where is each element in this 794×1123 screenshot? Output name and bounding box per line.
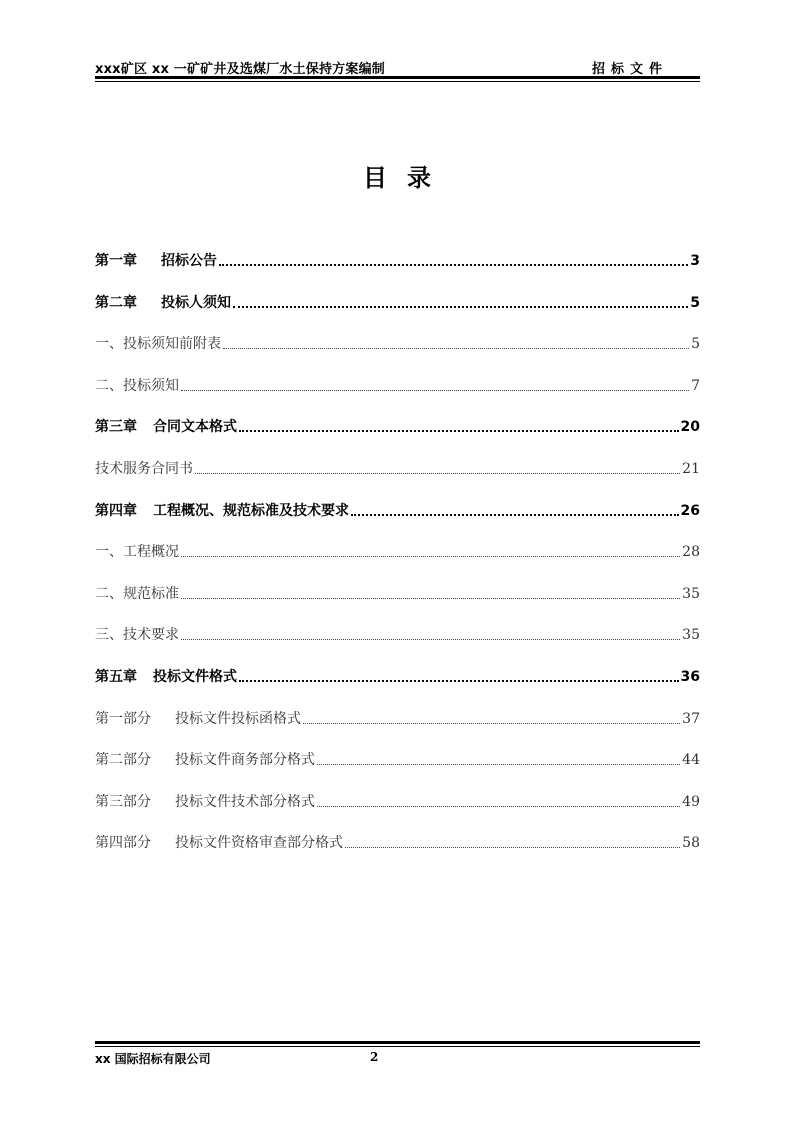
toc-entry-label xyxy=(95,543,179,561)
toc-entry-page: 28 xyxy=(682,544,700,560)
toc-entry-text: 一、投标须知前附表 xyxy=(95,336,221,352)
toc-entry-number: 第四章 xyxy=(95,503,137,519)
toc-entry[interactable] xyxy=(95,290,700,312)
toc-entry-page: 26 xyxy=(680,503,700,519)
toc-entry-text: 技术服务合同书 xyxy=(95,461,193,477)
toc-entry-label xyxy=(95,751,315,769)
toc-entry-page: 21 xyxy=(682,461,700,477)
header-doc-type: 招标文件 xyxy=(591,62,668,77)
footer-page-number: 2 xyxy=(370,1050,379,1064)
toc-entry-text: 合同文本格式 xyxy=(153,419,237,435)
toc-entry-text: 二、投标须知 xyxy=(95,378,179,394)
toc-dot-leader xyxy=(233,306,688,308)
toc-dot-leader xyxy=(303,723,680,724)
toc-entry-page: 49 xyxy=(682,794,700,810)
toc-entry-text: 三、技术要求 xyxy=(95,627,179,643)
toc-dot-leader xyxy=(181,556,680,557)
footer-company: xx 国际招标有限公司 xyxy=(95,1052,211,1066)
footer-rule-thin xyxy=(95,1046,700,1047)
toc-entry[interactable] xyxy=(95,498,700,520)
toc-dot-leader xyxy=(181,390,689,391)
header-project-title: xxx矿区 xx 一矿矿井及选煤厂水土保持方案编制 xyxy=(95,62,385,77)
header-rule-thin xyxy=(95,81,700,82)
footer-rule-thick xyxy=(95,1041,700,1044)
toc-entry[interactable] xyxy=(95,622,700,644)
toc-entry-text: 投标文件商务部分格式 xyxy=(175,752,315,768)
toc-entry-page: 44 xyxy=(682,752,700,768)
toc-entry-page: 5 xyxy=(690,295,700,311)
toc-entry-number: 第四部分 xyxy=(95,835,151,851)
toc-dot-leader xyxy=(351,514,679,516)
toc-entry-number: 第一章 xyxy=(95,253,137,269)
toc-dot-leader xyxy=(223,348,689,349)
toc-entry[interactable] xyxy=(95,331,700,353)
toc-dot-leader xyxy=(239,430,679,432)
toc-entry-label xyxy=(95,252,217,270)
toc-entry[interactable] xyxy=(95,248,700,270)
toc-entry-page: 20 xyxy=(680,419,700,435)
toc-entry-text: 投标人须知 xyxy=(161,295,231,311)
toc-entry-label xyxy=(95,834,343,852)
page-title: 目录 xyxy=(363,164,451,192)
toc-entry-label xyxy=(95,377,179,395)
toc-entry[interactable] xyxy=(95,456,700,478)
toc-entry[interactable] xyxy=(95,539,700,561)
page-footer xyxy=(95,1050,700,1070)
toc-entry-label xyxy=(95,626,179,644)
toc-entry-text: 投标文件技术部分格式 xyxy=(175,794,315,810)
toc-entry-number: 第三部分 xyxy=(95,794,151,810)
toc-entry[interactable] xyxy=(95,830,700,852)
toc-entry-number: 第五章 xyxy=(95,669,137,685)
toc-entry-label xyxy=(95,460,193,478)
toc-entry-label xyxy=(95,710,301,728)
toc-entry-page: 35 xyxy=(682,586,700,602)
toc-dot-leader xyxy=(181,598,680,599)
page-header xyxy=(95,56,700,78)
toc-entry-label xyxy=(95,418,237,436)
toc-entry-text: 一、工程概况 xyxy=(95,544,179,560)
toc-entry-text: 投标文件投标函格式 xyxy=(175,711,301,727)
toc-entry-page: 37 xyxy=(682,711,700,727)
toc-entry-label xyxy=(95,294,231,312)
header-rule-thick xyxy=(95,76,700,79)
toc-entry[interactable] xyxy=(95,706,700,728)
toc-dot-leader xyxy=(317,764,680,765)
toc-entry[interactable] xyxy=(95,664,700,686)
toc-entry-text: 二、规范标准 xyxy=(95,586,179,602)
toc-entry-label xyxy=(95,668,237,686)
toc-entry-label xyxy=(95,502,349,520)
toc-dot-leader xyxy=(239,680,679,682)
toc-entry[interactable] xyxy=(95,747,700,769)
toc-entry-text: 招标公告 xyxy=(161,253,217,269)
toc-entry[interactable] xyxy=(95,414,700,436)
toc-entry[interactable] xyxy=(95,373,700,395)
toc-entry-label xyxy=(95,335,221,353)
toc-entry-page: 7 xyxy=(691,378,700,394)
toc-entry-page: 3 xyxy=(690,253,700,269)
toc-dot-leader xyxy=(181,639,680,640)
toc-entry-page: 5 xyxy=(691,336,700,352)
toc-entry-number: 第二章 xyxy=(95,295,137,311)
toc-dot-leader xyxy=(345,847,680,848)
toc-entry-text: 投标文件资格审查部分格式 xyxy=(175,835,343,851)
toc-entry-page: 58 xyxy=(682,835,700,851)
toc-dot-leader xyxy=(219,264,688,266)
toc-entry-page: 36 xyxy=(680,669,700,685)
toc-dot-leader xyxy=(317,806,680,807)
toc-entry[interactable] xyxy=(95,581,700,603)
toc-entry-page: 35 xyxy=(682,627,700,643)
toc-entry-label xyxy=(95,585,179,603)
toc-entry[interactable] xyxy=(95,789,700,811)
toc-entry-label xyxy=(95,793,315,811)
toc-dot-leader xyxy=(195,473,680,474)
toc-entry-text: 投标文件格式 xyxy=(153,669,237,685)
toc-entry-text: 工程概况、规范标准及技术要求 xyxy=(153,503,349,519)
toc-entry-number: 第三章 xyxy=(95,419,137,435)
toc-entry-number: 第一部分 xyxy=(95,711,151,727)
toc-entry-number: 第二部分 xyxy=(95,752,151,768)
